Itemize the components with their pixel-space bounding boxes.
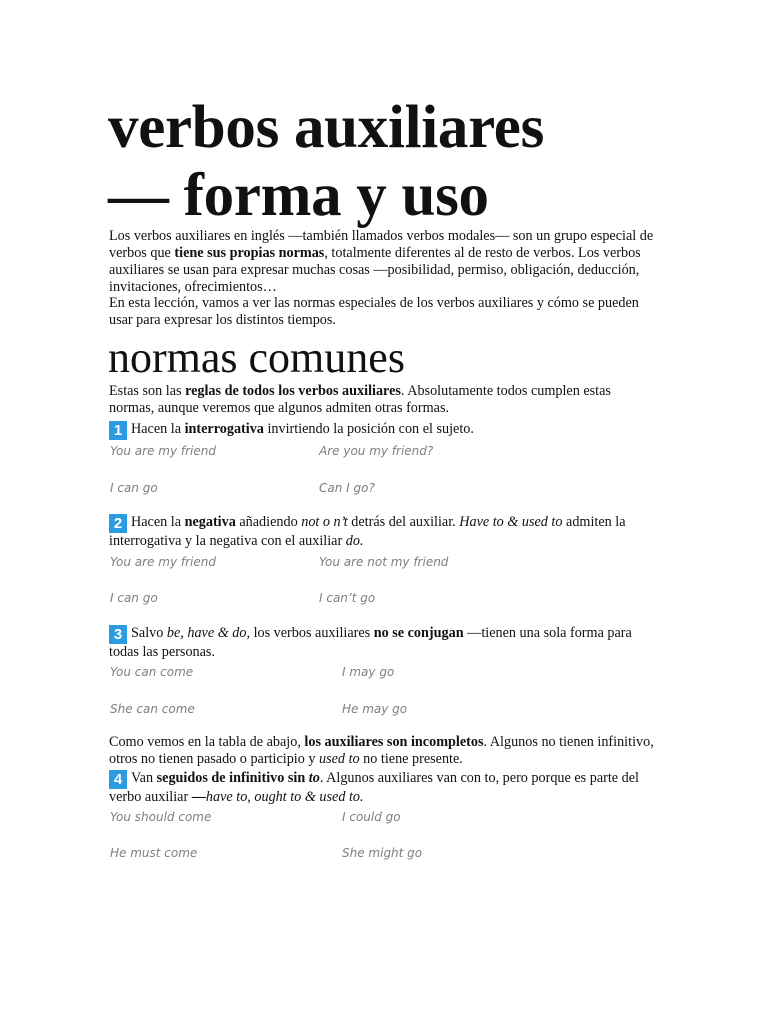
preface-italic: used to <box>319 751 360 767</box>
intro-paragraph-1 <box>109 228 654 296</box>
rule-4-preface <box>109 734 654 768</box>
rule-4 <box>109 770 654 806</box>
example-4-left-b: He must come <box>110 846 198 860</box>
example-4-right-b: She might go <box>342 846 423 860</box>
rule-number-badge: 4 <box>109 770 127 789</box>
example-4-right-a: I could go <box>342 810 401 824</box>
example-1-left-b: I can go <box>110 481 158 495</box>
page-title-line-2: — forma y uso <box>108 162 489 229</box>
rule-italic-2: Have to & used to <box>459 514 563 530</box>
rule-italic: have to, ought to & used to. <box>205 789 364 805</box>
lead-bold: reglas de todos los verbos auxiliares <box>185 383 401 399</box>
section-heading: normas comunes <box>108 333 405 382</box>
rule-1 <box>109 421 654 440</box>
rule-text-3: —tienen una sola forma para todas las personas. <box>109 625 632 660</box>
preface-text: Como vemos en la tabla de abajo, <box>109 734 305 750</box>
section-lead <box>109 383 654 417</box>
rule-bold: no se conjugan <box>373 625 464 641</box>
example-2-right-a: You are not my friend <box>319 555 449 569</box>
example-3-right-b: He may go <box>342 702 408 716</box>
rule-text-2: los verbos auxiliares <box>250 625 374 641</box>
example-2-right-b: I can’t go <box>319 591 376 605</box>
example-1-right-b: Can I go? <box>319 481 375 495</box>
rule-text: Hacen la <box>131 421 185 437</box>
intro-text: Los verbos auxiliares en inglés —también llamados verbos modales— son un grupo especial de verbos que <box>109 228 654 261</box>
example-3-left-a: You can come <box>110 665 194 679</box>
preface-bold: los auxiliares son incompletos <box>304 734 484 750</box>
rule-number-badge: 2 <box>109 514 127 533</box>
rule-italic-3: do. <box>345 533 364 549</box>
rule-number-badge: 3 <box>109 625 127 644</box>
rule-text: Hacen la <box>131 514 185 530</box>
page-title-line-1: verbos auxiliares <box>108 94 545 161</box>
example-2-left-a: You are my friend <box>110 555 216 569</box>
lead-text-2: . Absolutamente todos cumplen estas normas, aunque veremos que algunos admiten otras formas. <box>109 383 611 416</box>
rule-number-badge: 1 <box>109 421 127 440</box>
rule-text: Salvo <box>131 625 167 641</box>
rule-text-4: admiten la interrogativa y la negativa con el auxiliar <box>109 514 626 549</box>
intro-bold: tiene sus propias normas <box>174 245 325 261</box>
rule-bold-2: — <box>191 789 206 805</box>
rule-bold: seguidos de infinitivo sin <box>156 770 309 786</box>
rule-text-2: añadiendo <box>235 514 302 530</box>
preface-text-3: no tiene presente. <box>359 751 463 767</box>
preface-text-2: . Algunos no tienen infinitivo, otros no tienen pasado o participio y <box>109 734 654 767</box>
example-2-left-b: I can go <box>110 591 158 605</box>
example-4-left-a: You should come <box>110 810 212 824</box>
rule-text-2: . Algunos auxiliares van con to, pero porque es parte del verbo auxiliar <box>109 770 639 805</box>
intro-text-2: , totalmente diferentes al de resto de verbos. Los verbos auxiliares se usan para expresar muchas cosas —posibilidad, permiso, obligación, deducción, invitaciones, ofrecimientos… <box>109 245 641 295</box>
intro-paragraph-2: En esta lección, vamos a ver las normas especiales de los verbos auxiliares y cómo se pueden usar para expresar los distintos tiempos. <box>109 295 639 328</box>
rule-text: Van <box>131 770 157 786</box>
rule-bold: interrogativa <box>184 421 264 437</box>
lead-text: Estas son las <box>109 383 186 399</box>
example-3-right-a: I may go <box>342 665 395 679</box>
rule-italic: not o n’t <box>301 514 348 530</box>
rule-bold: negativa <box>184 514 236 530</box>
rule-2 <box>109 514 654 550</box>
example-1-left-a: You are my friend <box>110 444 216 458</box>
rule-text-2: invirtiendo la posición con el sujeto. <box>263 421 474 437</box>
rule-bold-italic: to <box>308 770 320 786</box>
rule-text-3: detrás del auxiliar. <box>347 514 460 530</box>
example-3-left-b: She can come <box>110 702 195 716</box>
example-1-right-a: Are you my friend? <box>319 444 434 458</box>
rule-italic: be, have & do, <box>166 625 251 641</box>
rule-3 <box>109 625 654 661</box>
